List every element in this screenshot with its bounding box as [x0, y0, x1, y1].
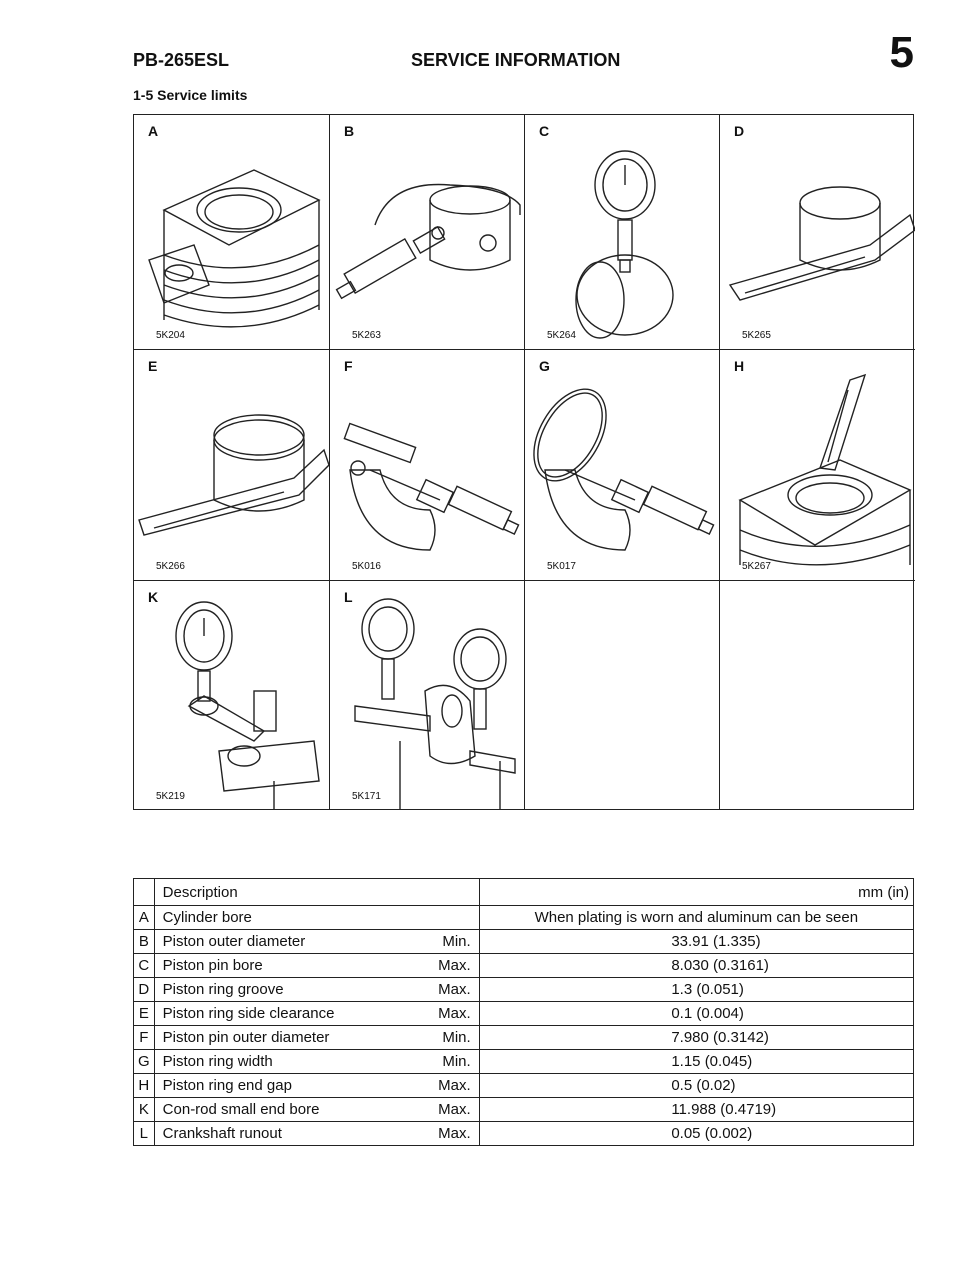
figure-a — [134, 115, 330, 350]
figure-letter: L — [344, 589, 353, 605]
description-text: Piston ring width — [162, 1053, 273, 1070]
description-text: Cylinder bore — [162, 909, 252, 926]
limit-type: Min. — [442, 1053, 471, 1070]
figure-code: 5K017 — [547, 561, 576, 572]
limit-type: Max. — [438, 981, 471, 998]
feeler-gauge-groove-illustration — [720, 115, 915, 350]
table-row — [134, 1002, 914, 1026]
row-description — [154, 978, 479, 1002]
figure-l — [330, 581, 525, 810]
row-value — [479, 1074, 913, 1098]
description-text: Piston pin outer diameter — [162, 1029, 330, 1046]
model-name: PB-265ESL — [133, 50, 230, 70]
figure-letter: E — [148, 358, 158, 374]
figure-g — [525, 350, 720, 581]
table-row — [134, 906, 914, 930]
value-text: 1.3 (0.051) — [671, 981, 744, 998]
figure-code: 5K264 — [547, 330, 576, 341]
row-value — [479, 1050, 913, 1074]
row-value — [479, 1002, 913, 1026]
figure-code: 5K171 — [352, 791, 381, 802]
cylinder-illustration — [134, 115, 330, 350]
limit-type: Min. — [442, 933, 471, 950]
table-row — [134, 1026, 914, 1050]
figure-f — [330, 350, 525, 581]
micrometer-ring-illustration — [525, 350, 720, 581]
table-header-row — [134, 879, 914, 906]
description-text: Piston ring groove — [162, 981, 284, 998]
figure-d — [720, 115, 915, 350]
figure-code: 5K204 — [156, 330, 185, 341]
limit-type: Max. — [438, 1005, 471, 1022]
figure-c — [525, 115, 720, 350]
chapter-number: 5 — [889, 28, 914, 77]
limit-type: Max. — [438, 1125, 471, 1142]
value-text: 1.15 (0.045) — [671, 1053, 753, 1070]
limit-type: Max. — [438, 957, 471, 974]
row-description — [154, 954, 479, 978]
row-id: H — [134, 1074, 155, 1098]
table-row — [134, 930, 914, 954]
figure-e — [134, 350, 330, 581]
value-text: When plating is worn and aluminum can be seen — [534, 909, 859, 926]
table-row — [134, 1122, 914, 1146]
row-id: E — [134, 1002, 155, 1026]
description-text: Con-rod small end bore — [162, 1101, 320, 1118]
row-id: K — [134, 1098, 155, 1122]
subsection-title: 1-5 Service limits — [133, 87, 248, 103]
row-id: A — [134, 906, 155, 930]
figure-code: 5K219 — [156, 791, 185, 802]
table-row — [134, 1074, 914, 1098]
description-text: Piston ring side clearance — [162, 1005, 335, 1022]
dial-gauge-pin-bore-illustration — [525, 115, 720, 350]
micrometer-piston-illustration — [330, 115, 525, 350]
figure-letter: F — [344, 358, 353, 374]
row-id: F — [134, 1026, 155, 1050]
value-text: 0.5 (0.02) — [671, 1077, 736, 1094]
figure-code: 5K265 — [742, 330, 771, 341]
row-description — [154, 906, 479, 930]
row-value — [479, 978, 913, 1002]
row-description — [154, 1002, 479, 1026]
row-value — [479, 1098, 913, 1122]
limit-type: Min. — [442, 1029, 471, 1046]
figure-letter: H — [734, 358, 745, 374]
figure-letter: D — [734, 123, 745, 139]
value-text: 0.05 (0.002) — [671, 1125, 753, 1142]
micrometer-pin-illustration — [330, 350, 525, 581]
description-text: Piston pin bore — [162, 957, 263, 974]
ring-end-gap-illustration — [720, 350, 915, 581]
dial-gauge-conrod-illustration — [134, 581, 330, 810]
description-text: Piston ring end gap — [162, 1077, 292, 1094]
row-value — [479, 906, 913, 930]
value-text: 8.030 (0.3161) — [671, 957, 769, 974]
limit-type: Max. — [438, 1077, 471, 1094]
figure-letter: G — [539, 358, 550, 374]
figure-letter: B — [344, 123, 355, 139]
row-description — [154, 1074, 479, 1098]
figure-code: 5K016 — [352, 561, 381, 572]
row-value — [479, 1026, 913, 1050]
figure-grid — [133, 114, 914, 810]
table-row — [134, 954, 914, 978]
figure-b — [330, 115, 525, 350]
figure-letter: A — [148, 123, 159, 139]
row-description — [154, 1050, 479, 1074]
figure-letter: C — [539, 123, 550, 139]
limit-type: Max. — [438, 1101, 471, 1118]
service-limits-table — [133, 878, 914, 1146]
row-id: L — [134, 1122, 155, 1146]
page-header — [133, 28, 914, 84]
figure-code: 5K266 — [156, 561, 185, 572]
value-text: 0.1 (0.004) — [671, 1005, 744, 1022]
row-description — [154, 1098, 479, 1122]
row-value — [479, 1122, 913, 1146]
row-value — [479, 954, 913, 978]
figure-empty-2 — [720, 581, 915, 810]
row-value — [479, 930, 913, 954]
value-text: 33.91 (1.335) — [671, 933, 761, 950]
figure-code: 5K267 — [742, 561, 771, 572]
figure-k — [134, 581, 330, 810]
table-row — [134, 978, 914, 1002]
value-text: 7.980 (0.3142) — [671, 1029, 769, 1046]
figure-h — [720, 350, 915, 581]
row-id: B — [134, 930, 155, 954]
row-id: G — [134, 1050, 155, 1074]
dial-gauge-crankshaft-illustration — [330, 581, 525, 810]
row-id: C — [134, 954, 155, 978]
figure-code: 5K263 — [352, 330, 381, 341]
row-description — [154, 1122, 479, 1146]
row-id: D — [134, 978, 155, 1002]
description-text: Piston outer diameter — [162, 933, 306, 950]
section-title: SERVICE INFORMATION — [411, 50, 621, 70]
table-row — [134, 1050, 914, 1074]
row-description — [154, 1026, 479, 1050]
figure-empty-1 — [525, 581, 720, 810]
table-row — [134, 1098, 914, 1122]
description-text: Crankshaft runout — [162, 1125, 282, 1142]
row-description — [154, 930, 479, 954]
header-unit: mm (in) — [479, 879, 913, 906]
figure-letter: K — [148, 589, 159, 605]
feeler-gauge-clearance-illustration — [134, 350, 330, 581]
value-text: 11.988 (0.4719) — [671, 1101, 777, 1118]
header-description: Description — [154, 879, 479, 906]
